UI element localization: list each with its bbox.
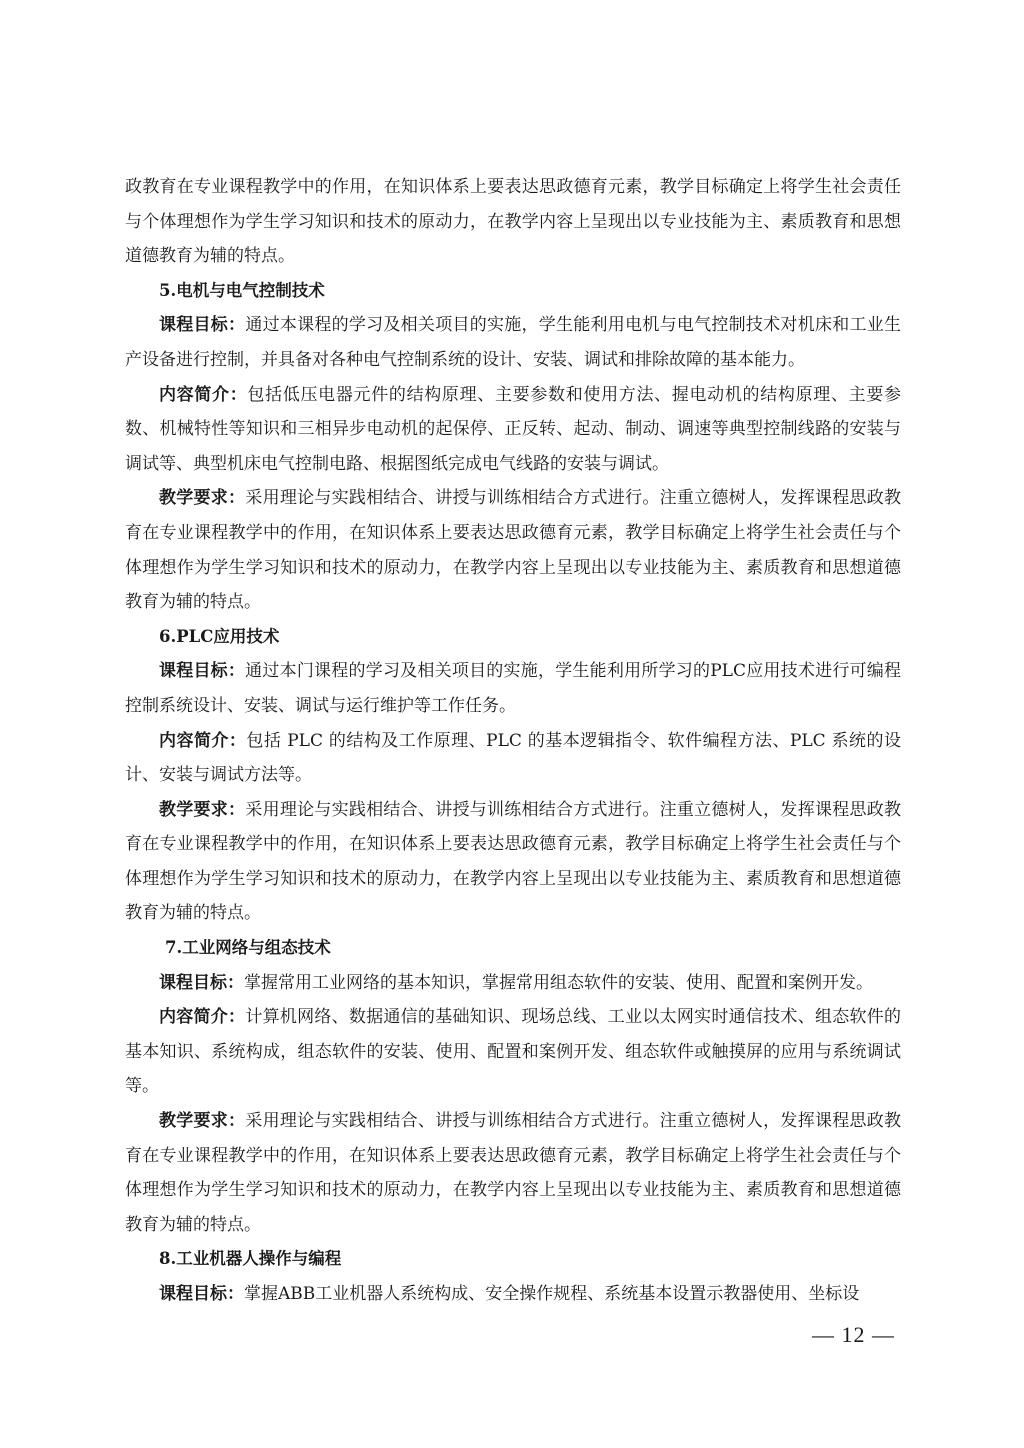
requirements-label: 教学要求：: [159, 1111, 246, 1132]
requirements-text: 采用理论与实践相结合、讲授与训练相结合方式进行。注重立德树人，发挥课程思政教育在专业课程教学中的作用，在知识体系上要表达思政德育元素，教学目标确定上将学生社会责任与个体理想作为学生学习知识和技术的原动力，在教学内容上呈现出以专业技能为主、素质教育和思想道德教育为辅的特点。: [125, 799, 902, 924]
requirements-text: 采用理论与实践相结合、讲授与训练相结合方式进行。注重立德树人，发挥课程思政教育在专业课程教学中的作用，在知识体系上要表达思政德育元素，教学目标确定上将学生社会责任与个体理想作为学生学习知识和技术的原动力，在教学内容上呈现出以专业技能为主、素质教育和思想道德教育为辅的特点。: [125, 488, 902, 613]
intro-text: 包括 PLC 的结构及工作原理、PLC 的基本逻辑指令、软件编程方法、PLC 系统的设计、安装与调试方法等。: [125, 730, 902, 786]
section-6-requirements: [125, 793, 901, 931]
section-6-goal: [125, 654, 901, 723]
requirements-label: 教学要求：: [159, 488, 246, 509]
section-5-goal: [125, 308, 901, 377]
goal-label: 课程目标：: [159, 972, 244, 993]
intro-text: 包括低压电器元件的结构原理、主要参数和使用方法、握电动机的结构原理、主要参数、机械特性等知识和三相异步电动机的起保停、正反转、起动、制动、调速等典型控制线路的安装与调试等、典型机床电气控制电路、根据图纸完成电气线路的安装与调试。: [125, 384, 902, 474]
section-5-title: 5.电机与电气控制技术: [159, 280, 325, 300]
intro-text: 计算机网络、数据通信的基础知识、现场总线、工业以太网实时通信技术、组态软件的基本知识、系统构成，组态软件的安装、使用、配置和案例开发、组态软件或触摸屏的应用与系统调试等。: [125, 1007, 902, 1097]
requirements-text: 采用理论与实践相结合、讲授与训练相结合方式进行。注重立德树人，发挥课程思政教育在专业课程教学中的作用，在知识体系上要表达思政德育元素，教学目标确定上将学生社会责任与个体理想作为学生学习知识和技术的原动力，在教学内容上呈现出以专业技能为主、素质教育和思想道德教育为辅的特点。: [125, 1111, 902, 1235]
body-text: [125, 170, 901, 1312]
paragraph-continued: 政教育在专业课程教学中的作用，在知识体系上要表达思政德育元素，教学目标确定上将学生社会责任与个体理想作为学生学习知识和技术的原动力，在教学内容上呈现出以专业技能为主、素质教育和思想道德教育为辅的特点。: [125, 177, 901, 267]
section-6-intro: [125, 724, 901, 793]
goal-text: 通过本课程的学习及相关项目的实施，学生能利用电机与电气控制技术对机床和工业生产设备进行控制，并具备对各种电气控制系统的设计、安装、调试和排除故障的基本能力。: [125, 315, 902, 370]
goal-text: 通过本门课程的学习及相关项目的实施，学生能利用所学习的PLC应用技术进行可编程控制系统设计、安装、调试与运行维护等工作任务。: [125, 661, 902, 716]
section-6-title: 6.PLC应用技术: [159, 626, 280, 646]
requirements-label: 教学要求：: [159, 799, 246, 820]
section-8-title: 8.工业机器人操作与编程: [159, 1249, 342, 1269]
section-5-requirements: [125, 481, 901, 619]
page-number: — 12 —: [812, 1322, 895, 1347]
goal-label: 课程目标：: [159, 315, 246, 336]
intro-label: 内容简介：: [159, 384, 248, 405]
section-7-goal: [125, 966, 901, 1001]
section-7-intro: [125, 1000, 901, 1104]
goal-label: 课程目标：: [159, 1284, 244, 1304]
intro-label: 内容简介：: [159, 1007, 246, 1028]
intro-label: 内容简介：: [159, 730, 247, 751]
section-8-goal: [125, 1277, 901, 1312]
goal-label: 课程目标：: [159, 661, 246, 682]
section-7-requirements: [125, 1104, 901, 1242]
section-7-title: 7.工业网络与组态技术: [165, 938, 331, 958]
section-5-intro: [125, 378, 901, 482]
goal-text: 掌握常用工业网络的基本知识，掌握常用组态软件的安装、使用、配置和案例开发。: [244, 972, 873, 993]
goal-text: 掌握ABB工业机器人系统构成、安全操作规程、系统基本设置示教器使用、坐标设: [244, 1284, 860, 1304]
